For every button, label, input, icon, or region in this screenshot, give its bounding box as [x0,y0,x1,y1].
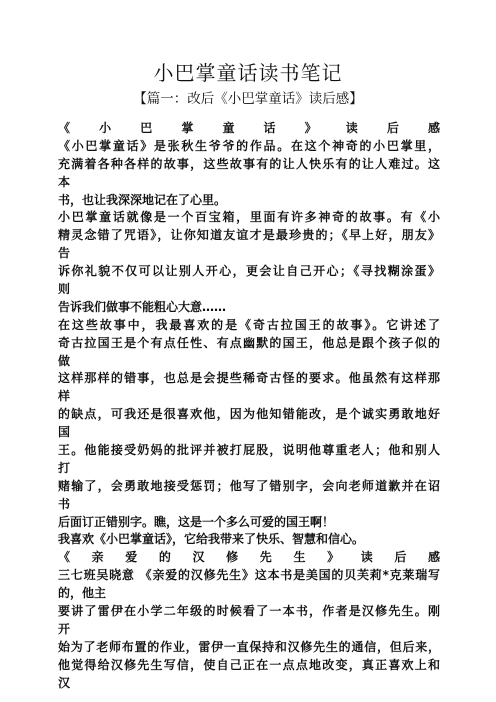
document-title: 小巴掌童话读书笔记 [153,61,343,85]
body-line: 王。他能接受奶妈的批评并被打屁股，说明他尊重老人；他和别人 [58,443,440,458]
body-line: 精灵念错了咒语》，让你知道友谊才是最珍贵的；《早上好，朋友》 [58,228,440,243]
body-line: 在这些故事中，我最喜欢的是《奇古拉国王的故事》。它讲述了 [58,317,440,332]
body-line: 小巴掌童话就像是一个百宝箱，里面有许多神奇的故事。有《小 [58,210,440,225]
body-line: 的，他主 [58,586,107,601]
body-line: 告诉我们做事不能粗心大意…… [58,299,227,314]
body-line: 《亲爱的汉修先生》读后感 [58,550,440,565]
body-line: 国 [58,425,71,440]
body-line: 书，也让我深深地记在了心里。 [58,192,227,207]
body-line: 书 [58,496,71,511]
body-line: 的缺点，可我还是很喜欢他，因为他知错能改，是个诚实勇敢地好 [58,407,440,422]
body-line: 三七班吴晓意 《亲爱的汉修先生》这本书是美国的贝芙莉*克莱瑞写 [58,568,440,583]
body-line: 《小巴掌童话》是张秋生爷爷的作品。在这个神奇的小巴掌里， [58,138,440,153]
body-line: 始为了老师布置的作业，雷伊一直保持和汉修先生的通信，但后来， [58,639,440,654]
body-line: 充满着各种各样的故事，这些故事有的让人快乐有的让人难过。这 [58,156,440,171]
body-line: 汉 [58,675,71,690]
body-line: 则 [58,282,71,297]
body-line: 赌输了，会勇敢地接受惩罚；他写了错别字，会向老师道歉并在诏 [58,478,440,493]
body-line: 他觉得给汉修先生写信，使自己正在一点点地改变，真正喜欢上和 [58,657,440,672]
body-line: 样 [58,389,71,404]
body-line: 告 [58,246,71,261]
body-line: 本 [58,174,71,189]
body-line: 《小巴掌童话》读后感 [58,121,440,135]
body-line: 诉你礼貌不仅可以让别人开心，更会让自己开心；《寻找糊涂蛋》 [58,264,440,279]
body-line: 开 [58,621,71,636]
document-body [58,120,440,693]
body-line: 我喜欢《小巴掌童话》，它给我带来了快乐、智慧和信心。 [58,532,365,547]
body-line: 奇古拉国王是个有点任性、有点幽默的国王，他总是跟个孩子似的 [58,335,440,350]
body-line: 这样那样的错事，也总是会提些稀奇古怪的要求。他虽然有这样那 [58,371,440,386]
document-subtitle: 【篇一：改后《小巴掌童话》读后感】 [133,91,363,107]
body-line: 后面订正错别字。瞧，这是一个多么可爱的国王啊！ [58,514,335,529]
body-line: 做 [58,353,71,368]
body-line: 要讲了雷伊在小学二年级的时候看了一本书，作者是汉修先生。刚 [58,604,440,619]
body-line: 打 [58,460,71,475]
